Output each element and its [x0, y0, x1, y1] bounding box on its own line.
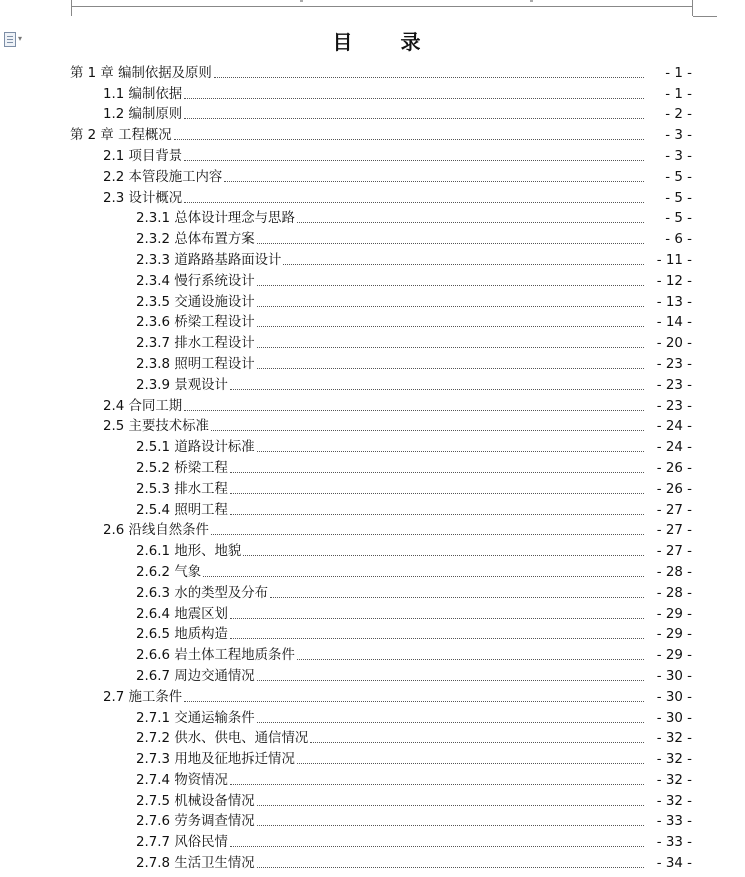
toc-entry[interactable] [0, 331, 745, 352]
toc-entry-label[interactable]: 2.3.8 照明工程设计 [136, 356, 255, 372]
toc-dot-leader [270, 597, 644, 598]
toc-entry-page-number[interactable]: - 5 - [665, 211, 692, 227]
toc-dot-leader [257, 867, 644, 868]
toc-dot-leader [230, 514, 644, 515]
toc-entry[interactable] [0, 186, 745, 207]
toc-dot-leader [257, 805, 644, 806]
toc-dot-leader [174, 139, 644, 140]
toc-dot-leader [203, 576, 644, 577]
toc-entry-label[interactable]: 2.4 合同工期 [103, 398, 183, 414]
toc-entry-page-number[interactable]: - 34 - [656, 856, 692, 872]
toc-entry-page-number[interactable]: - 30 - [656, 689, 692, 705]
toc-entry[interactable] [0, 768, 745, 789]
toc-entry-label[interactable]: 2.7.7 风俗民情 [136, 835, 228, 851]
toc-entry[interactable] [0, 830, 745, 851]
toc-entry-label[interactable]: 2.5.4 照明工程 [136, 502, 228, 518]
toc-entry[interactable] [0, 248, 745, 269]
toc-entry[interactable] [0, 207, 745, 228]
toc-entry-page-number[interactable]: - 12 - [656, 273, 692, 289]
toc-entry[interactable] [0, 685, 745, 706]
toc-dot-leader [310, 742, 644, 743]
toc-entry-label[interactable]: 2.6.3 水的类型及分布 [136, 585, 269, 601]
toc-entry[interactable] [0, 747, 745, 768]
toc-entry-label[interactable]: 2.7.5 机械设备情况 [136, 793, 255, 809]
toc-entry[interactable] [0, 144, 745, 165]
toc-entry-label[interactable]: 1.2 编制原则 [103, 107, 183, 123]
toc-entry[interactable] [0, 352, 745, 373]
toc-dot-leader [283, 264, 644, 265]
toc-entry-page-number[interactable]: - 30 - [656, 668, 692, 684]
toc-entry-page-number[interactable]: - 23 - [656, 398, 692, 414]
toc-entry[interactable] [0, 165, 745, 186]
toc-dot-leader [230, 846, 644, 847]
toc-entry-label[interactable]: 2.3.4 慢行系统设计 [136, 273, 255, 289]
toc-entry-label[interactable]: 2.3.6 桥梁工程设计 [136, 315, 255, 331]
toc-dot-leader [184, 202, 644, 203]
toc-entry-label[interactable]: 2.5.2 桥梁工程 [136, 460, 228, 476]
toc-entry[interactable] [0, 789, 745, 810]
toc-entry-page-number[interactable]: - 11 - [656, 252, 692, 268]
toc-entry-page-number[interactable]: - 5 - [665, 190, 692, 206]
toc-entry-page-number[interactable]: - 27 - [656, 523, 692, 539]
toc-entry[interactable] [0, 227, 745, 248]
toc-entry-page-number[interactable]: - 20 - [656, 336, 692, 352]
toc-entry-label[interactable]: 2.6.2 气象 [136, 564, 202, 580]
toc-entry-page-number[interactable]: - 14 - [656, 315, 692, 331]
page-corner-mark-left [71, 0, 72, 16]
toc-entry-page-number[interactable]: - 30 - [656, 710, 692, 726]
toc-dot-leader [230, 389, 644, 390]
toc-entry[interactable] [0, 810, 745, 831]
toc-entry[interactable] [0, 61, 745, 82]
toc-entry-page-number[interactable]: - 1 - [665, 86, 692, 102]
toc-entry-label[interactable]: 2.6.5 地质构造 [136, 627, 228, 643]
toc-entry-page-number[interactable]: - 5 - [665, 169, 692, 185]
toc-entry-page-number[interactable]: - 32 - [656, 752, 692, 768]
toc-entry-label[interactable]: 2.6 沿线自然条件 [103, 523, 209, 539]
toc-entry-label[interactable]: 2.3.2 总体布置方案 [136, 232, 255, 248]
toc-dot-leader [214, 77, 644, 78]
toc-entry-label[interactable]: 2.5 主要技术标准 [103, 419, 209, 435]
toc-entry-page-number[interactable]: - 2 - [665, 107, 692, 123]
toc-entry-page-number[interactable]: - 1 - [665, 65, 692, 81]
toc-entry-label[interactable]: 2.7.1 交通运输条件 [136, 710, 255, 726]
toc-entry-page-number[interactable]: - 28 - [656, 564, 692, 580]
page-top-rule [72, 6, 692, 7]
toc-entry-label[interactable]: 2.3.9 景观设计 [136, 377, 228, 393]
toc-dot-leader [257, 722, 644, 723]
toc-dot-leader [184, 118, 644, 119]
toc-entry-page-number[interactable]: - 27 - [656, 502, 692, 518]
toc-dot-leader [230, 638, 644, 639]
toc-entry[interactable] [0, 519, 745, 540]
toc-entry[interactable] [0, 560, 745, 581]
page-corner-mark-right [692, 0, 693, 16]
toc-entry-page-number[interactable]: - 26 - [656, 481, 692, 497]
toc-dot-leader [257, 825, 644, 826]
chevron-down-icon: ▾ [18, 34, 23, 43]
page-corner-tick-right [693, 16, 717, 17]
toc-entry[interactable] [0, 103, 745, 124]
toc-entry-label[interactable]: 1.1 编制依据 [103, 86, 183, 102]
toc-entry-page-number[interactable]: - 24 - [656, 419, 692, 435]
toc-entry[interactable] [0, 477, 745, 498]
toc-entry[interactable] [0, 602, 745, 623]
toc-entry-page-number[interactable]: - 3 - [665, 148, 692, 164]
toc-title: 目 录 [332, 30, 435, 54]
toc-entry-page-number[interactable]: - 6 - [665, 232, 692, 248]
toc-entry[interactable] [0, 539, 745, 560]
toc-entry-page-number[interactable]: - 13 - [656, 294, 692, 310]
toc-entry-page-number[interactable]: - 3 - [665, 128, 692, 144]
toc-entry-label[interactable]: 2.2 本管段施工内容 [103, 169, 223, 185]
toc-entry[interactable] [0, 269, 745, 290]
toc-dot-leader [257, 451, 644, 452]
toc-dot-leader [211, 534, 644, 535]
toc-dot-leader [184, 410, 644, 411]
toc-entry-label[interactable]: 第 1 章 编制依据及原则 [70, 65, 212, 81]
toc-dot-leader [230, 784, 644, 785]
toc-entry[interactable] [0, 456, 745, 477]
toc-entry-page-number[interactable]: - 32 - [656, 793, 692, 809]
toc-entry-label[interactable]: 2.3.7 排水工程设计 [136, 336, 255, 352]
toc-entry-page-number[interactable]: - 29 - [656, 627, 692, 643]
toc-entry[interactable] [0, 82, 745, 103]
toc-entry[interactable] [0, 123, 745, 144]
toc-entry-label[interactable]: 2.7 施工条件 [103, 689, 183, 705]
toc-entry[interactable] [0, 311, 745, 332]
toc-dot-leader [257, 347, 644, 348]
toc-dot-leader [297, 763, 644, 764]
toc-entry-label[interactable]: 2.6.4 地震区划 [136, 606, 228, 622]
toc-entry-page-number[interactable]: - 32 - [656, 731, 692, 747]
toc-entry-label[interactable]: 2.3.5 交通设施设计 [136, 294, 255, 310]
toc-entry[interactable] [0, 664, 745, 685]
toc-entry[interactable] [0, 498, 745, 519]
toc-dot-leader [257, 326, 644, 327]
toc-dot-leader [184, 98, 644, 99]
table-of-contents [0, 61, 745, 872]
toc-dot-leader [243, 555, 644, 556]
page-corner-mark [530, 0, 533, 2]
toc-entry[interactable] [0, 394, 745, 415]
toc-entry-page-number[interactable]: - 23 - [656, 377, 692, 393]
toc-dot-leader [257, 285, 644, 286]
toc-entry[interactable] [0, 435, 745, 456]
toc-entry-label[interactable]: 第 2 章 工程概况 [70, 128, 172, 144]
toc-entry[interactable] [0, 623, 745, 644]
toc-entry[interactable] [0, 727, 745, 748]
toc-entry-page-number[interactable]: - 29 - [656, 648, 692, 664]
toc-dot-leader [257, 368, 644, 369]
page-corner-mark [300, 0, 303, 2]
toc-dot-leader [224, 181, 644, 182]
toc-entry-page-number[interactable]: - 29 - [656, 606, 692, 622]
toc-entry-label[interactable]: 2.1 项目背景 [103, 148, 183, 164]
toc-entry-label[interactable]: 2.5.3 排水工程 [136, 481, 228, 497]
toc-entry[interactable] [0, 290, 745, 311]
toc-dot-leader [211, 430, 644, 431]
toc-entry[interactable] [0, 851, 745, 872]
toc-dot-leader [230, 472, 644, 473]
toc-dot-leader [257, 243, 644, 244]
toc-dot-leader [257, 306, 644, 307]
toc-dot-leader [184, 160, 644, 161]
toc-dot-leader [297, 222, 644, 223]
toc-dot-leader [297, 659, 644, 660]
toc-entry-page-number[interactable]: - 27 - [656, 544, 692, 560]
toc-entry-label[interactable]: 2.3.1 总体设计理念与思路 [136, 211, 295, 227]
toc-dot-leader [230, 618, 644, 619]
toc-entry-page-number[interactable]: - 26 - [656, 460, 692, 476]
toc-entry-label[interactable]: 2.3.3 道路路基路面设计 [136, 252, 282, 268]
toc-entry-page-number[interactable]: - 23 - [656, 356, 692, 372]
toc-dot-leader [257, 680, 644, 681]
toc-entry-label[interactable]: 2.5.1 道路设计标准 [136, 440, 255, 456]
toc-entry-page-number[interactable]: - 32 - [656, 772, 692, 788]
toc-entry-label[interactable]: 2.6.1 地形、地貌 [136, 544, 242, 560]
toc-entry[interactable] [0, 415, 745, 436]
toc-entry-label[interactable]: 2.6.6 岩土体工程地质条件 [136, 648, 295, 664]
toc-entry-label[interactable]: 2.3 设计概况 [103, 190, 183, 206]
toc-entry-label[interactable]: 2.7.3 用地及征地拆迁情况 [136, 752, 295, 768]
toc-entry[interactable] [0, 581, 745, 602]
toc-entry[interactable] [0, 643, 745, 664]
toc-entry-page-number[interactable]: - 33 - [656, 835, 692, 851]
toc-entry-page-number[interactable]: - 24 - [656, 440, 692, 456]
toc-entry[interactable] [0, 373, 745, 394]
toc-entry-page-number[interactable]: - 28 - [656, 585, 692, 601]
toc-entry-label[interactable]: 2.7.4 物资情况 [136, 772, 228, 788]
toc-entry-label[interactable]: 2.7.8 生活卫生情况 [136, 856, 255, 872]
toc-entry[interactable] [0, 706, 745, 727]
toc-entry-label[interactable]: 2.7.6 劳务调查情况 [136, 814, 255, 830]
toc-entry-label[interactable]: 2.6.7 周边交通情况 [136, 668, 255, 684]
toc-dot-leader [184, 701, 644, 702]
toc-entry-label[interactable]: 2.7.2 供水、供电、通信情况 [136, 731, 309, 747]
toc-dot-leader [230, 493, 644, 494]
toc-entry-page-number[interactable]: - 33 - [656, 814, 692, 830]
